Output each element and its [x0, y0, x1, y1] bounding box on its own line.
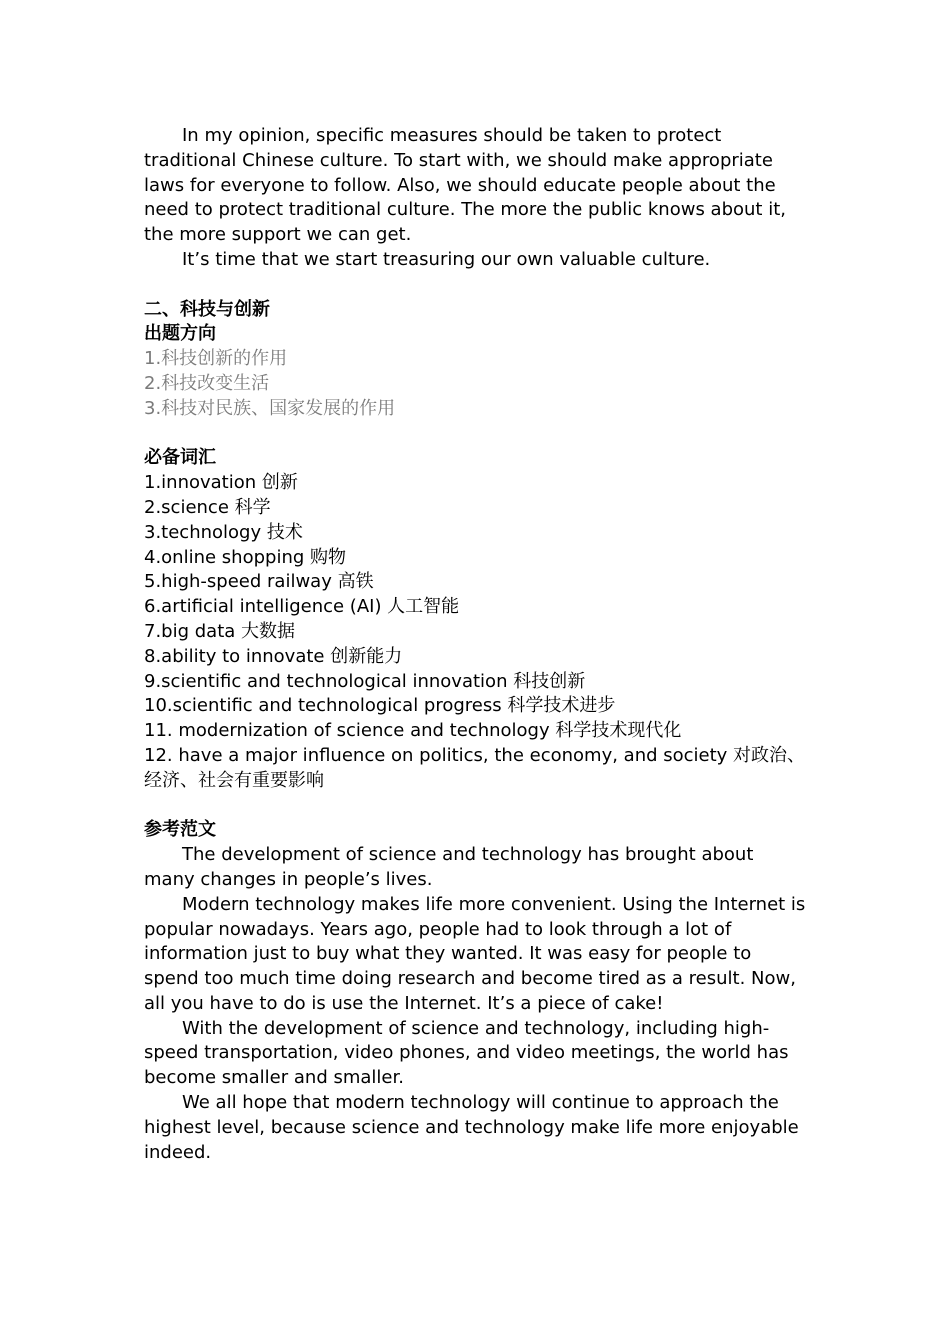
- essay-heading: 参考范文: [144, 819, 216, 841]
- vocab-item: 7.big data 大数据: [144, 620, 296, 642]
- topics-heading: 出题方向: [144, 323, 216, 345]
- vocab-item: 8.ability to innovate 创新能力: [144, 645, 403, 667]
- vocab-item: 2.science 科学: [144, 496, 271, 518]
- topic-item: 2.科技改变生活: [144, 372, 270, 394]
- vocab-item: 9.scientific and technological innovation 科技创新: [144, 670, 586, 692]
- vocab-item: 3.technology 技术: [144, 521, 303, 543]
- topic-item: 3.科技对民族、国家发展的作用: [144, 397, 396, 419]
- vocab-item: 4.online shopping 购物: [144, 546, 347, 568]
- vocab-heading: 必备词汇: [144, 447, 216, 469]
- essay-paragraph: We all hope that modern technology will continue to approach the highest level, because science and technology make life more enjoyable indeed.: [144, 1092, 799, 1163]
- intro-paragraph: In my opinion, specific measures should be taken to protect traditional Chinese culture. To start with, we should make appropriate laws for everyone to follow. Also, we should educate people about the need to protect traditional culture. The more the public knows about it, the more support we can get.: [144, 125, 786, 246]
- essay-paragraph: With the development of science and technology, including high-speed transportation, video phones, and video meetings, the world has become smaller and smaller.: [144, 1017, 789, 1089]
- vocab-item: 6.artificial intelligence (AI) 人工智能: [144, 596, 460, 618]
- vocab-item: 12. have a major influence on politics, the economy, and society 对政治、经济、社会有重要影响: [144, 744, 806, 791]
- vocab-item: 11. modernization of science and technology 科学技术现代化: [144, 720, 682, 742]
- vocab-item: 5.high-speed railway 高铁: [144, 571, 374, 593]
- spacer: [144, 422, 806, 447]
- intro-paragraph: It’s time that we start treasuring our own valuable culture.: [182, 248, 711, 270]
- document-page: [144, 124, 806, 1165]
- topic-item: 1.科技创新的作用: [144, 348, 288, 370]
- essay-paragraph: Modern technology makes life more convenient. Using the Internet is popular nowadays. Years ago, people had to look through a lot of information just to buy what they wanted. It was easy for people to spend too much time doing research and become tired as a result. Now, all you have to do is use the Internet. It’s a piece of cake!: [144, 893, 806, 1014]
- spacer: [144, 273, 806, 298]
- section-title: 二、科技与创新: [144, 298, 270, 320]
- essay-paragraph: The development of science and technology has brought about many changes in people’s lives.: [144, 844, 754, 890]
- vocab-item: 10.scientific and technological progress 科学技术进步: [144, 695, 616, 717]
- spacer: [144, 794, 806, 819]
- vocab-item: 1.innovation 创新: [144, 472, 298, 494]
